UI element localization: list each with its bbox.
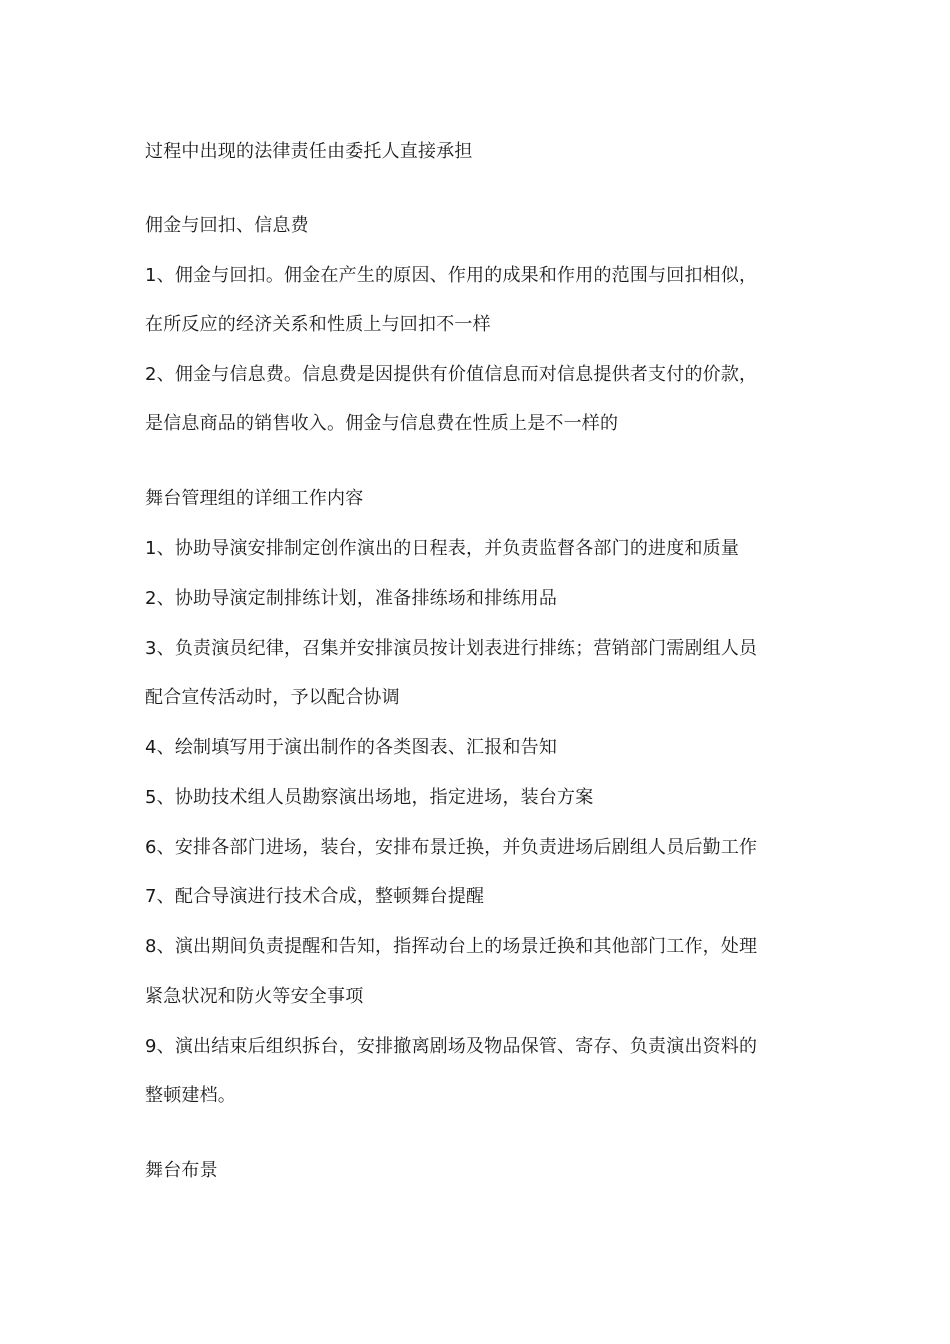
text-line: 9、演出结束后组织拆台，安排撤离剧场及物品保管、寄存、负责演出资料的: [145, 1036, 758, 1057]
text-line: 6、安排各部门进场，装台，安排布景迁换，并负责进场后剧组人员后勤工作: [145, 837, 758, 858]
text-line: 1、佣金与回扣。佣金在产生的原因、作用的成果和作用的范围与回扣相似，: [145, 265, 758, 286]
text-line: 4、绘制填写用于演出制作的各类图表、汇报和告知: [145, 737, 558, 758]
text-line: 在所反应的经济关系和性质上与回扣不一样: [145, 314, 491, 335]
text-line: 1、协助导演安排制定创作演出的日程表，并负责监督各部门的进度和质量: [145, 538, 740, 559]
text-line: 2、协助导演定制排练计划，准备排练场和排练用品: [145, 588, 558, 609]
text-line-intro: 过程中出现的法律责任由委托人直接承担: [145, 141, 473, 162]
text-line: 配合宣传活动时，予以配合协调: [145, 687, 400, 708]
text-line: 是信息商品的销售收入。佣金与信息费在性质上是不一样的: [145, 413, 619, 434]
section-heading-stage-management: 舞台管理组的详细工作内容: [145, 488, 364, 509]
text-line: 5、协助技术组人员勘察演出场地，指定进场，装台方案: [145, 787, 594, 808]
text-line: 8、演出期间负责提醒和告知，指挥动台上的场景迁换和其他部门工作，处理: [145, 936, 758, 957]
text-line: 整顿建档。: [145, 1085, 236, 1106]
text-line: 7、配合导演进行技术合成，整顿舞台提醒: [145, 886, 485, 907]
section-heading-stage-scenery: 舞台布景: [145, 1160, 218, 1181]
text-line: 2、佣金与信息费。信息费是因提供有价值信息而对信息提供者支付的价款，: [145, 364, 758, 385]
text-line: 紧急状况和防火等安全事项: [145, 986, 364, 1007]
section-heading-commission: 佣金与回扣、信息费: [145, 215, 309, 236]
text-line: 3、负责演员纪律，召集并安排演员按计划表进行排练；营销部门需剧组人员: [145, 638, 758, 659]
